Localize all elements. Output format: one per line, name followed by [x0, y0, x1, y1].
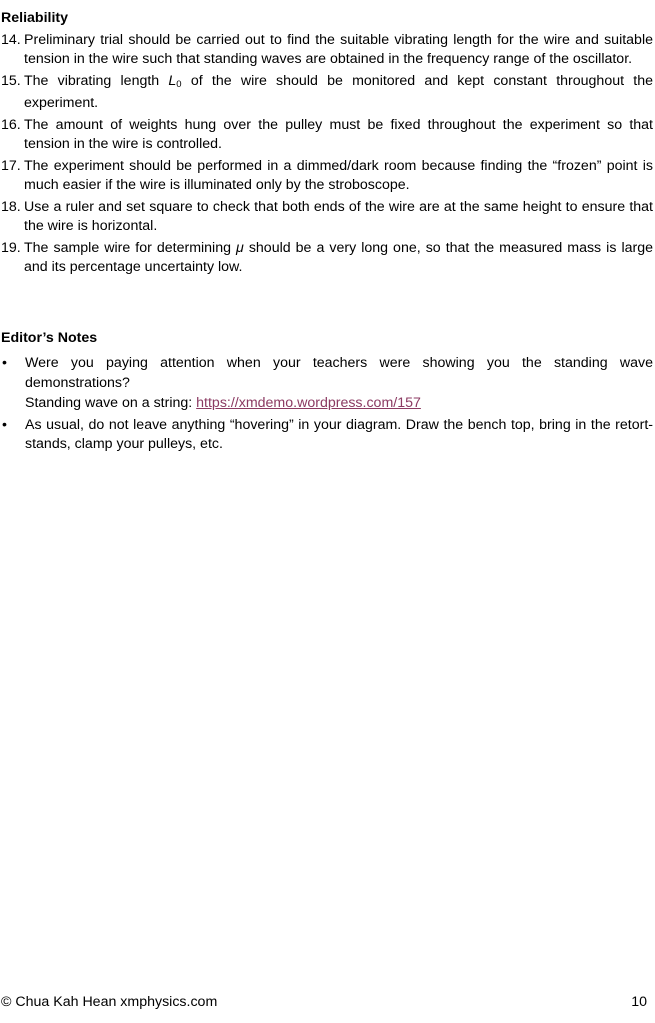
bullet-icon: •: [2, 355, 7, 371]
item-number: 18.: [1, 198, 21, 215]
list-item: [1, 116, 653, 155]
list-item: [1, 239, 653, 278]
notes-list: [1, 354, 653, 455]
item-text: Use a ruler and set square to check that both ends of the wire are at the same height to ensure that the wire is horizontal.: [24, 198, 653, 234]
note-text: As usual, do not leave anything “hovering” in your diagram. Draw the bench top, bring in the retort-stands, clamp your pulleys, etc.: [25, 416, 653, 452]
item-number: 16.: [1, 116, 21, 133]
bullet-icon: •: [2, 416, 7, 433]
item-text: The experiment should be performed in a dimmed/dark room because finding the “frozen” point is much easier if the wire is illuminated only by the stroboscope.: [24, 157, 653, 193]
editors-notes-heading: Editor’s Notes: [1, 329, 98, 346]
standing-wave-demo-link[interactable]: https://xmdemo.wordpress.com/157: [196, 395, 421, 411]
item-number: 17.: [1, 157, 21, 174]
reliability-list: [1, 31, 653, 278]
copyright-text: © Chua Kah Hean xmphysics.com: [1, 994, 218, 1010]
list-item: [1, 198, 653, 237]
item-text: [24, 239, 653, 278]
reliability-heading: Reliability: [1, 10, 69, 26]
page-footer: [1, 993, 647, 1013]
item-text: Preliminary trial should be carried out to find the suitable vibrating length for the wire and suitable tension in the wire such that standing waves are obtained in the frequency range of the oscillator.: [24, 31, 653, 67]
list-item: [1, 416, 653, 455]
item-text-part: of the wire should be monitored and kept constant throughout the experiment.: [24, 72, 653, 111]
note-link-line: [25, 394, 653, 414]
item-number: 19.: [1, 239, 21, 256]
list-item: [1, 31, 653, 70]
item-text: [24, 72, 653, 114]
item-number: 15.: [1, 72, 21, 89]
list-item: [1, 72, 653, 114]
list-item: [1, 354, 653, 414]
item-text-part: The sample wire for determining: [24, 239, 237, 256]
length-subscript: 0: [176, 78, 182, 90]
item-text-part: should be a very long one, so that the measured mass is large and its percentage uncertainty low.: [24, 239, 653, 275]
note-body: [25, 354, 653, 414]
note-text: Were you paying attention when your teachers were showing you the standing wave demonstrations?: [25, 355, 653, 391]
item-text-part: The vibrating length: [24, 72, 169, 89]
page-number: 10: [631, 994, 647, 1010]
mu-symbol: μ: [236, 239, 244, 256]
document-page: [1, 9, 653, 457]
item-number: 14.: [1, 31, 21, 48]
item-text: The amount of weights hung over the pulley must be fixed throughout the experiment so that tension in the wire is controlled.: [24, 116, 653, 152]
length-symbol: L: [168, 72, 177, 89]
link-prefix: Standing wave on a string:: [25, 395, 197, 411]
list-item: [1, 157, 653, 196]
